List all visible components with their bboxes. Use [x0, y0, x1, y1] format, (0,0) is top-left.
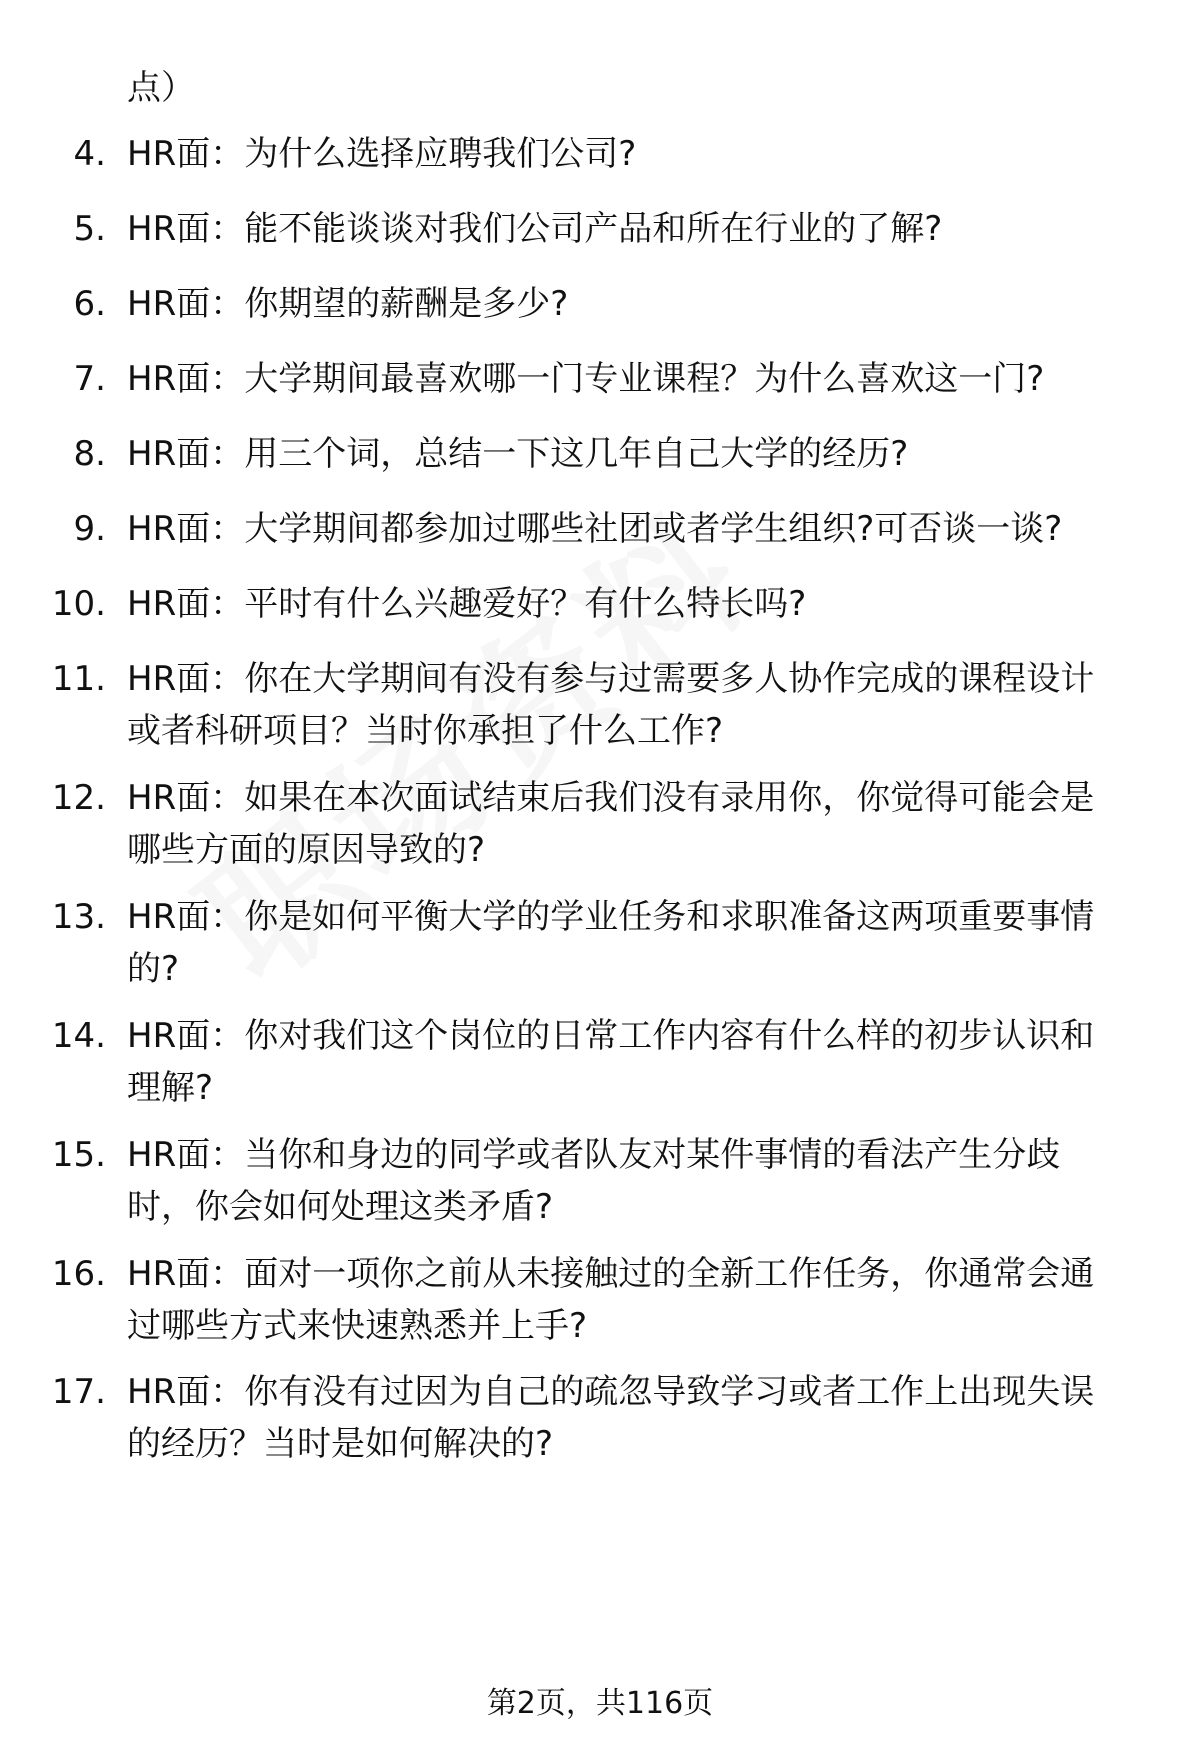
- item-number: 10.: [51, 584, 106, 624]
- item-number: 15.: [51, 1135, 106, 1175]
- item-number: 9.: [73, 509, 106, 549]
- list-item: [0, 772, 1200, 876]
- question-line: HR面：当你和身边的同学或者队友对某件事情的看法产生分歧: [127, 1135, 1061, 1175]
- question-text: [127, 653, 1157, 757]
- list-item: [0, 203, 1200, 255]
- item-number: 7.: [73, 359, 106, 399]
- question-line: 过哪些方式来快速熟悉并上手?: [127, 1306, 588, 1346]
- item-number: 13.: [51, 897, 106, 937]
- list-item: [0, 353, 1200, 405]
- question-text: [127, 1129, 1157, 1233]
- item-number: 5.: [73, 209, 106, 249]
- list-item: [0, 503, 1200, 555]
- question-line: 的?: [127, 949, 180, 989]
- question-line: HR面：用三个词，总结一下这几年自己大学的经历?: [127, 434, 909, 474]
- item-number: 11.: [51, 659, 106, 699]
- question-text: [127, 1010, 1157, 1114]
- list-item: [0, 1366, 1200, 1470]
- question-line: HR面：你是如何平衡大学的学业任务和求职准备这两项重要事情: [127, 897, 1095, 937]
- list-item: [0, 891, 1200, 995]
- question-line: HR面：面对一项你之前从未接触过的全新工作任务，你通常会通: [127, 1254, 1095, 1294]
- question-line: HR面：你期望的薪酬是多少?: [127, 284, 569, 324]
- question-text: [127, 353, 1157, 405]
- list-item: [0, 1129, 1200, 1233]
- question-text: [127, 891, 1157, 995]
- item-number: 4.: [73, 134, 106, 174]
- question-text: [127, 1248, 1157, 1352]
- question-line: HR面：你对我们这个岗位的日常工作内容有什么样的初步认识和: [127, 1016, 1095, 1056]
- question-line: HR面：你在大学期间有没有参与过需要多人协作完成的课程设计: [127, 659, 1095, 699]
- question-line: HR面：如果在本次面试结束后我们没有录用你，你觉得可能会是: [127, 778, 1095, 818]
- question-line: 时，你会如何处理这类矛盾?: [127, 1187, 554, 1227]
- question-text: [127, 503, 1157, 555]
- item-number: 6.: [73, 284, 106, 324]
- list-item: [0, 653, 1200, 757]
- item-number: 17.: [51, 1372, 106, 1412]
- question-text: [127, 128, 1157, 180]
- question-line: HR面：大学期间最喜欢哪一门专业课程？为什么喜欢这一门?: [127, 359, 1045, 399]
- question-text: [127, 203, 1157, 255]
- list-item: [0, 1248, 1200, 1352]
- item-number: 8.: [73, 434, 106, 474]
- list-item: [0, 428, 1200, 480]
- page-footer: 第2页，共116页: [486, 1686, 714, 1721]
- continuation-text: 点）: [127, 68, 195, 108]
- list-item: [0, 128, 1200, 180]
- item-number: 14.: [51, 1016, 106, 1056]
- question-text: [127, 428, 1157, 480]
- question-line: 哪些方面的原因导致的?: [127, 830, 486, 870]
- question-line: HR面：大学期间都参加过哪些社团或者学生组织?可否谈一谈?: [127, 509, 1063, 549]
- question-line: HR面：平时有什么兴趣爱好？有什么特长吗?: [127, 584, 807, 624]
- question-line: HR面：你有没有过因为自己的疏忽导致学习或者工作上出现失误: [127, 1372, 1095, 1412]
- question-text: [127, 1366, 1157, 1470]
- list-item: [0, 278, 1200, 330]
- item-number: 12.: [51, 778, 106, 818]
- item-number: 16.: [51, 1254, 106, 1294]
- question-line: 或者科研项目？当时你承担了什么工作?: [127, 711, 724, 751]
- question-text: [127, 578, 1157, 630]
- question-line: HR面：能不能谈谈对我们公司产品和所在行业的了解?: [127, 209, 943, 249]
- list-item: [0, 578, 1200, 630]
- question-line: 理解?: [127, 1068, 214, 1108]
- list-item: [0, 1010, 1200, 1114]
- question-line: 的经历？当时是如何解决的?: [127, 1424, 554, 1464]
- question-text: [127, 772, 1157, 876]
- question-line: HR面：为什么选择应聘我们公司?: [127, 134, 637, 174]
- question-text: [127, 278, 1157, 330]
